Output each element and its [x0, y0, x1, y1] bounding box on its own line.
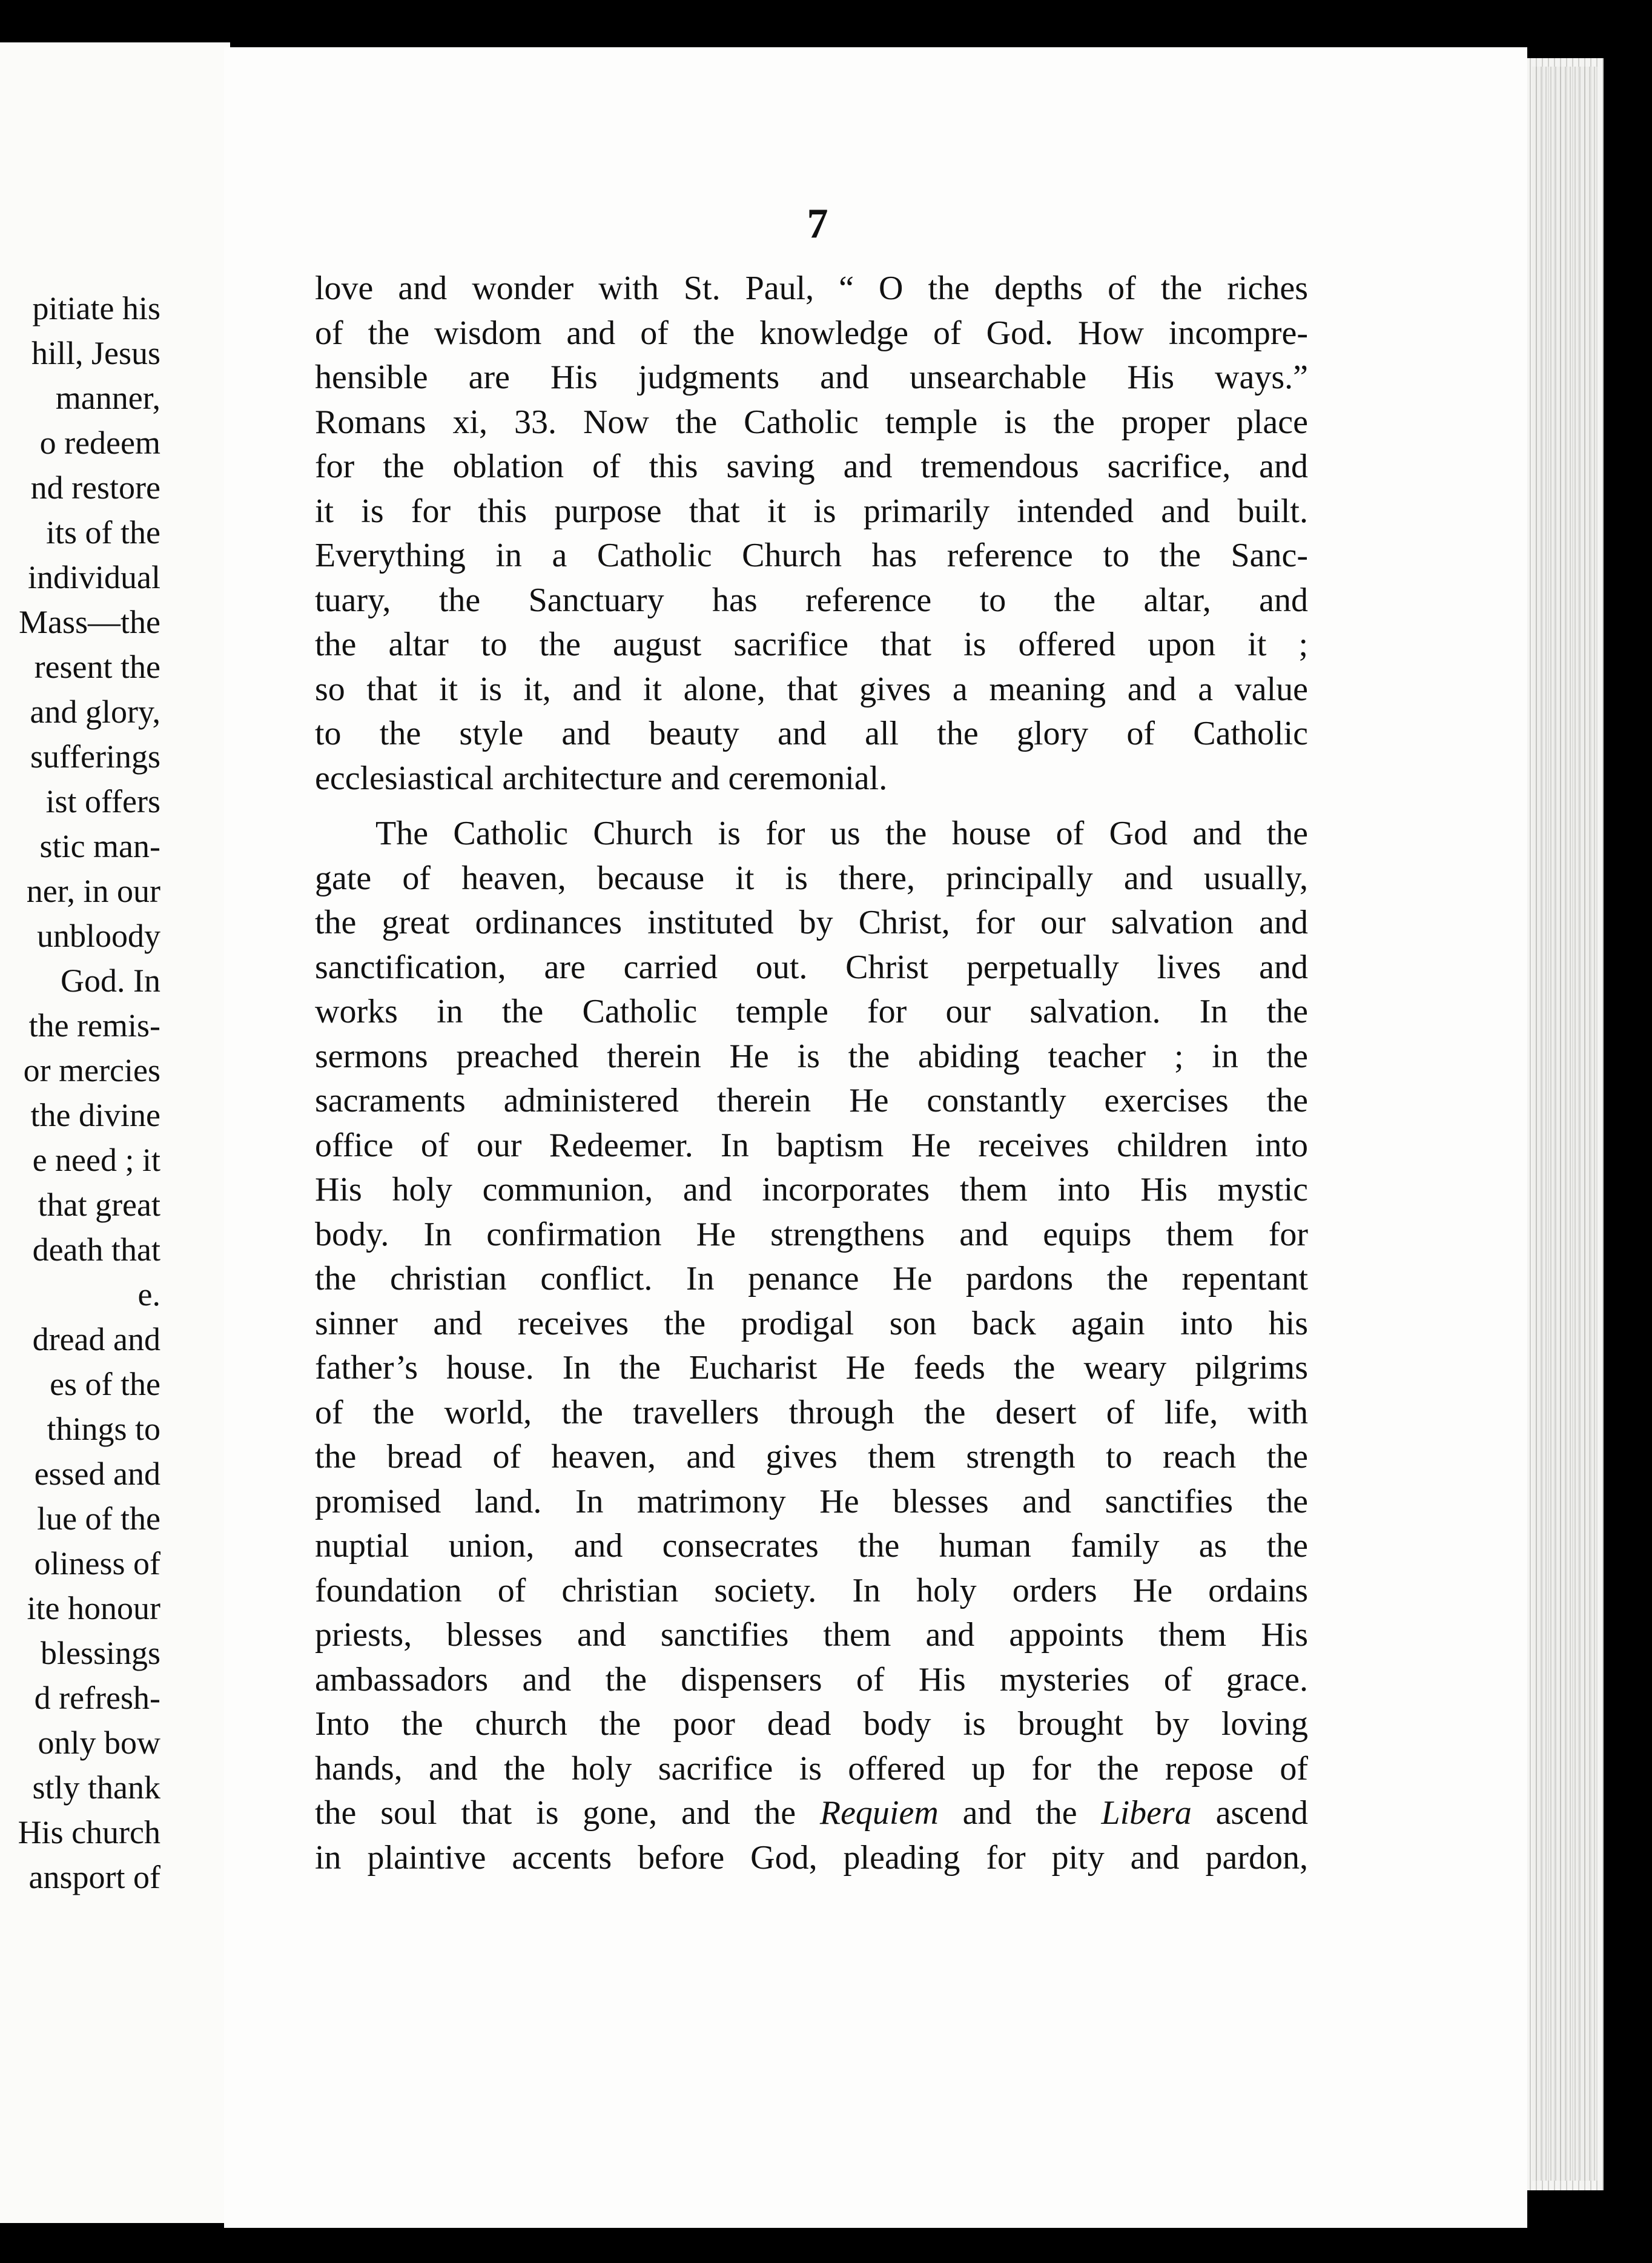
paragraph-1	[315, 267, 1308, 801]
previous-page-line: individual	[28, 559, 160, 595]
text-line: nuptial union, and consecrates the human family as the	[315, 1527, 1308, 1565]
text-line: Everything in a Catholic Church has reference to the Sanc-	[315, 537, 1308, 574]
text-line: the altar to the august sacrifice that is offered upon it ;	[315, 626, 1308, 663]
previous-page-line: ner, in our	[26, 873, 160, 909]
text-line: of the world, the travellers through the desert of life, with	[315, 1393, 1308, 1431]
paragraph-2-continued	[315, 1791, 1308, 1880]
previous-page-line: blessings	[40, 1635, 160, 1671]
text-line: The Catholic Church is for us the house of God and the	[375, 815, 1308, 852]
previous-page-line: God. In	[61, 963, 160, 999]
previous-page-line: ansport of	[28, 1859, 160, 1895]
previous-page-line: resent the	[34, 649, 160, 685]
paragraph-2	[315, 812, 1308, 1791]
text-line: His holy communion, and incorporates them into His mystic	[315, 1171, 1308, 1208]
text-line: office of our Redeemer. In baptism He receives children into	[315, 1126, 1308, 1164]
previous-page-line: o redeem	[39, 425, 160, 461]
previous-page-line: hill, Jesus	[31, 335, 160, 371]
text-line: so that it is it, and it alone, that gives a meaning and a value	[315, 670, 1308, 708]
previous-page-line: ist offers	[45, 783, 160, 820]
text-line: sacraments administered therein He constantly exercises the	[315, 1082, 1308, 1119]
text-line: promised land. In matrimony He blesses and sanctifies the	[315, 1482, 1308, 1520]
text-line: the christian conflict. In penance He pardons the repentant	[315, 1260, 1308, 1297]
previous-page-line: essed and	[34, 1456, 160, 1492]
requiem-word: Requiem	[819, 1794, 939, 1832]
text-line-italic: the soul that is gone, and the Requiem and the Libera ascend	[315, 1794, 1308, 1832]
text-line: sinner and receives the prodigal son back again into his	[315, 1304, 1308, 1342]
libera-word: Libera	[1101, 1794, 1192, 1832]
page-body	[315, 267, 1308, 1880]
previous-page-line: the divine	[30, 1097, 160, 1133]
previous-page-line: e.	[137, 1276, 160, 1313]
previous-page-line: manner,	[55, 380, 160, 416]
text-line: hands, and the holy sacrifice is offered up for the repose of	[315, 1749, 1308, 1788]
previous-page-line: stic man-	[39, 828, 160, 864]
previous-page-line: death that	[32, 1231, 160, 1268]
previous-page-line: nd restore	[30, 469, 160, 506]
text-line: ecclesiastical architecture and ceremonial.	[315, 759, 888, 797]
text-line: to the style and beauty and all the glory of Catholic	[315, 715, 1308, 752]
page-number: 7	[807, 200, 828, 247]
text-line: gate of heaven, because it is there, principally and usually,	[315, 859, 1308, 897]
text-line: Into the church the poor dead body is brought by loving	[315, 1705, 1308, 1743]
text-line: Romans xi, 33. Now the Catholic temple is the proper place	[315, 403, 1308, 441]
text-line: priests, blesses and sanctifies them and appoints them His	[315, 1616, 1308, 1654]
previous-page-line: e need ; it	[32, 1142, 160, 1178]
text-line: the great ordinances instituted by Christ, for our salvation and	[315, 904, 1308, 941]
previous-page-line: lue of the	[37, 1500, 160, 1537]
text-line: for the oblation of this saving and tremendous sacrifice, and	[315, 448, 1308, 485]
previous-page-line: only bow	[38, 1725, 160, 1761]
previous-page-line: its of the	[46, 514, 160, 551]
previous-page-line: and glory,	[30, 694, 160, 730]
text-line: ambassadors and the dispensers of His mysteries of grace.	[315, 1660, 1308, 1698]
text-line: hensible are His judgments and unsearchable His ways.”	[315, 359, 1308, 396]
previous-page-line: pitiate his	[32, 290, 160, 326]
text-line: body. In confirmation He strengthens and equips them for	[315, 1215, 1308, 1253]
text-line: father’s house. In the Eucharist He feeds the weary pilgrims	[315, 1349, 1308, 1387]
text-line: the bread of heaven, and gives them strength to reach the	[315, 1438, 1308, 1476]
previous-page-line: dread and	[32, 1321, 160, 1357]
previous-page-line: unbloody	[36, 918, 160, 954]
text-line: sermons preached therein He is the abiding teacher ; in the	[315, 1037, 1308, 1075]
text-line: of the wisdom and of the knowledge of God. How incompre-	[315, 314, 1308, 352]
text-line: it is for this purpose that it is primarily intended and built.	[315, 492, 1308, 530]
previous-page-line: His church	[18, 1814, 160, 1850]
previous-page-line: es of the	[50, 1366, 160, 1402]
previous-page-line: sufferings	[30, 738, 160, 775]
page-edges-shading	[1532, 67, 1597, 2181]
previous-page-line: the remis-	[28, 1007, 160, 1044]
previous-page-line: Mass—the	[19, 604, 160, 640]
text-line: love and wonder with St. Paul, “ O the depths of the riches	[315, 270, 1308, 307]
previous-page-line: that great	[38, 1187, 160, 1223]
text-line: works in the Catholic temple for our salvation. In the	[315, 993, 1308, 1030]
previous-page-line: ite honour	[27, 1590, 160, 1626]
text-line: sanctification, are carried out. Christ perpetually lives and	[315, 948, 1308, 986]
previous-page-line: things to	[47, 1411, 160, 1447]
text-line-final: in plaintive accents before God, pleading for pity and pardon,	[315, 1838, 1308, 1877]
previous-page	[0, 42, 230, 2223]
previous-page-line: or mercies	[23, 1052, 160, 1088]
previous-page-line: d refresh-	[34, 1680, 160, 1716]
text-line: foundation of christian society. In holy orders He ordains	[315, 1571, 1308, 1609]
previous-page-line: stly thank	[32, 1769, 160, 1806]
previous-page-line: oliness of	[34, 1545, 160, 1582]
text-line: tuary, the Sanctuary has reference to the altar, and	[315, 581, 1308, 619]
previous-page-text	[0, 286, 160, 1900]
